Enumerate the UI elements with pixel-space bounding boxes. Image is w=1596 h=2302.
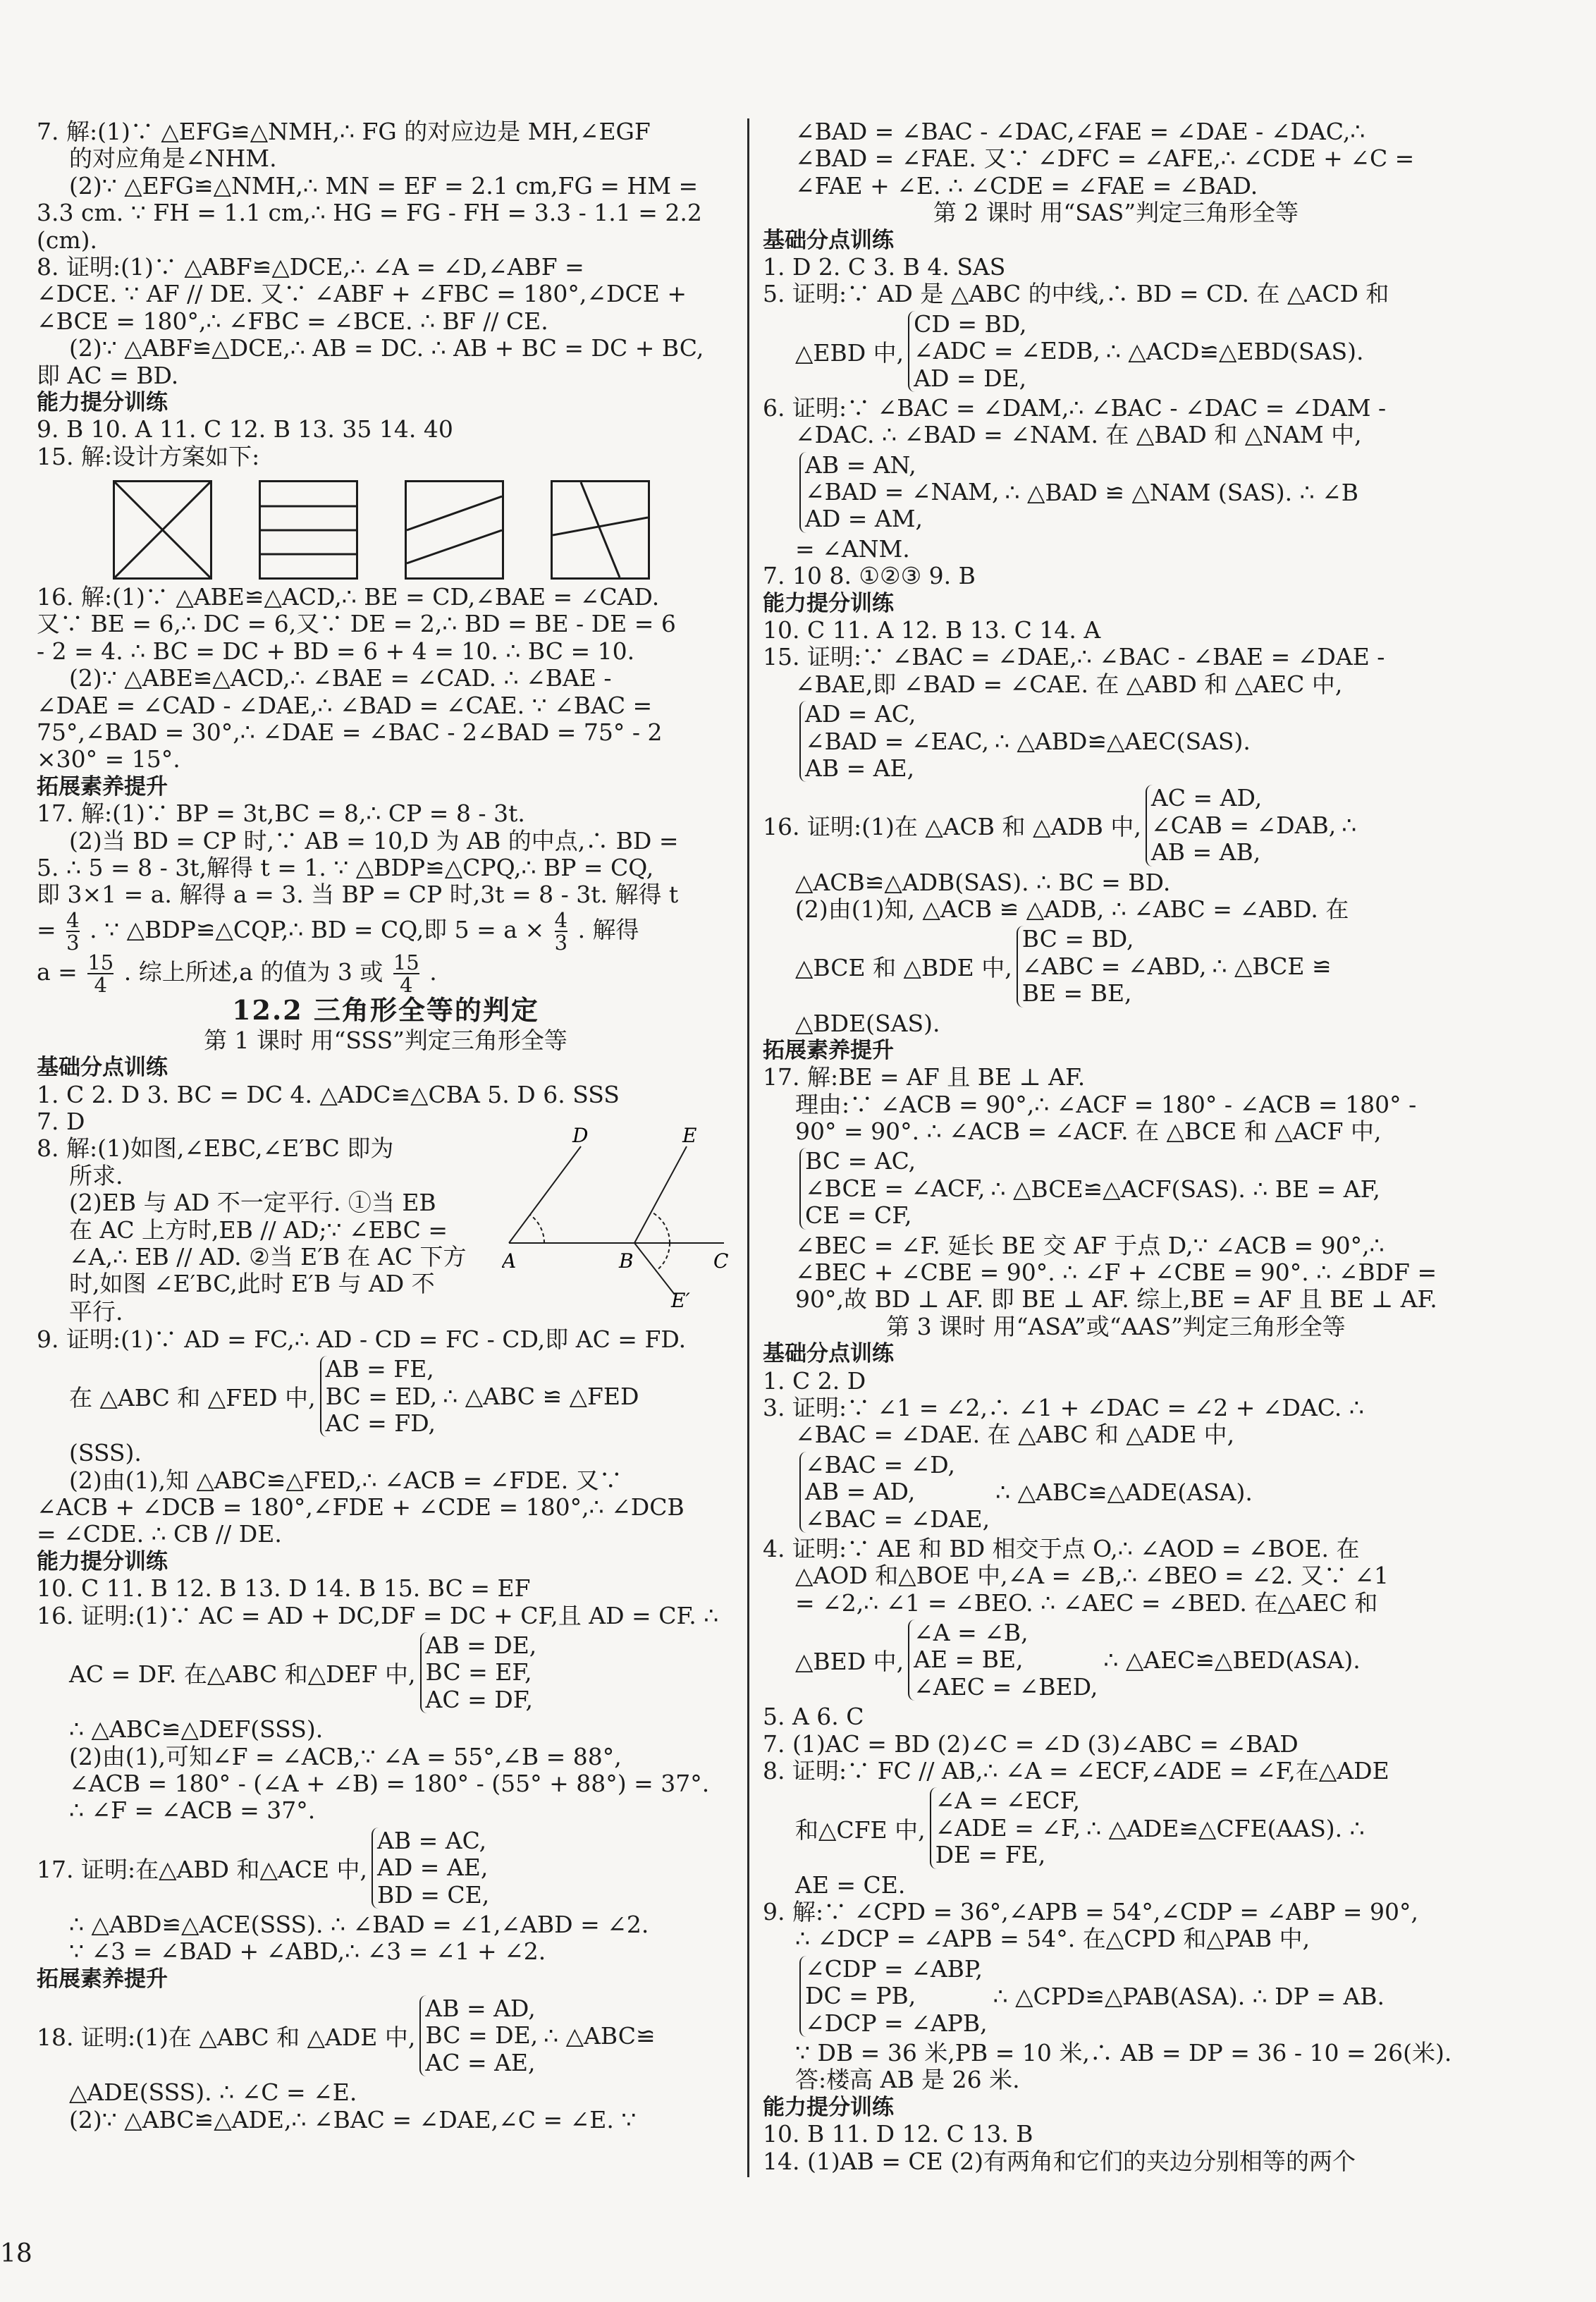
text-line: 所求. [69,1162,123,1189]
text-line: ∠ACB + ∠DCB = 180°,∠FDE + ∠CDE = 180°,∴ ∠DCB [37,1494,685,1522]
design-square-cross [551,480,650,580]
text-line: 的对应角是∠NHM. [69,145,277,173]
text-line: ∠DAE = ∠CAD - ∠DAE,∴ ∠BAD = ∠CAE. ∵ ∠BAC = [37,692,653,719]
fraction [555,910,567,951]
text: △EBD 中, [795,338,904,367]
page-number: 18 [0,2239,32,2268]
text-line: 又∵ BE = 6,∴ DC = 6,又∵ DE = 2,∴ BD = BE - DE = 6 [37,611,676,638]
answer-7 [37,118,735,254]
equation: ∠A = ∠ECF, [935,1787,1080,1815]
label-b: B [619,1249,634,1273]
answer-6: 6. 证明:∵ ∠BAC = ∠DAM,∴ ∠BAC - ∠DAC = ∠DAM - [763,394,1387,422]
lesson-title: 第 3 课时 用“ASA”或“AAS”判定三角形全等 [886,1313,1346,1340]
text-line: ∴ ∠DCP = ∠APB = 54°. 在△CPD 和△PAB 中, [795,1926,1310,1953]
text: ∴ △BAD ≌ △NAM (SAS). ∴ ∠B [1005,478,1359,506]
equation-system [763,926,1469,1007]
answer-7: 7. (1)AC = BD (2)∠C = ∠D (3)∠ABC = ∠BAD [763,1730,1299,1758]
answers-1-4: 1. D 2. C 3. B 4. SAS [763,253,1006,281]
brace [1017,926,1207,1007]
text-line: 5. ∴ 5 = 8 - 3t,解得 t = 1. ∵ △BDP≌△CPQ,∴ BP = CQ, [37,854,654,881]
label-e-prime: E′ [671,1289,690,1311]
equation-system [763,1787,1469,1868]
text-line: (2)EB 与 AD 不一定平行. ①当 EB [69,1189,436,1217]
text-line: 即 3×1 = a. 解得 a = 3. 当 BP = CP 时,3t = 8 - 3t. 解得 t [37,881,679,909]
text-line: ∠BAD = ∠FAE. 又∵ ∠DFC = ∠AFE,∴ ∠CDE + ∠C = [795,145,1415,173]
lesson-title: 第 2 课时 用“SAS”判定三角形全等 [933,200,1299,227]
answers-5-6: 5. A 6. C [763,1703,864,1731]
answers-10-15: 10. C 11. B 12. B 13. D 14. B 15. BC = EF [37,1575,531,1603]
text-line: (2)∵ △EFG≌△NMH,∴ MN = EF = 2.1 cm,FG = HM = [69,172,699,200]
denominator: 4 [94,972,107,993]
right-column [763,118,1469,2175]
equation: BD = CE, [377,1880,490,1909]
equation-system [763,311,1469,392]
text-line: 答:楼高 AB 是 26 米. [795,2067,1020,2094]
equation: BC = BD, [1021,925,1134,953]
text: 18. 证明:(1)在 △ABC 和 △ADE 中, [37,2024,416,2052]
equation: AC = AE, [425,2048,536,2076]
text-line: (2)由(1),可知∠F = ∠ACB,∵ ∠A = 55°,∠B = 88°, [69,1743,622,1770]
text: ∴ △ABC ≌ △FED [443,1383,639,1411]
left-column [37,118,735,2133]
brace [799,1148,985,1229]
section-heading: 基础分点训练 [763,227,894,253]
section-heading: 拓展素养提升 [37,773,168,800]
text-line: △BDE(SAS). [795,1010,940,1037]
text-line: ∠BEC = ∠F. 延长 BE 交 AF 于点 D,∵ ∠ACB = 90°,∴ [795,1232,1385,1259]
equation: AB = AC, [377,1826,487,1854]
text-line: (2)∵ △ABC≌△ADE,∴ ∠BAC = ∠DAE,∠C = ∠E. ∵ [69,2106,637,2133]
text: ∴ △ABC≌△ADE(ASA). [995,1478,1253,1506]
answer-16 [37,584,735,773]
text-line: 7. 解:(1)∵ △EFG≌△NMH,∴ FG 的对应边是 MH,∠EGF [37,118,651,145]
text: . 综上所述,a 的值为 3 或 [123,957,383,986]
equation: ∠BAD = ∠EAC, [805,727,989,755]
text: ∴ △AEC≌△BED(ASA). [1103,1646,1361,1675]
equation-system [763,1620,1469,1701]
denominator: 3 [66,930,80,951]
brace [320,1356,438,1437]
equation: AB = AN, [805,451,916,479]
text-line: 时,如图 ∠E′BC,此时 E′B 与 AD 不 [69,1271,435,1298]
text: ∴ △BCE≌△ACF(SAS). ∴ BE = AF, [990,1175,1380,1203]
text-line: = ∠CDE. ∴ CB // DE. [37,1521,282,1548]
equation: AC = AD, [1150,784,1263,812]
equation: AB = DE, [425,1631,537,1660]
equation: AD = AC, [805,700,916,728]
equation: BC = ED, [325,1382,438,1410]
equation-system [37,1995,735,2076]
brace [908,311,1100,392]
text-line: ∠A,∴ EB // AD. ②当 E′B 在 AC 下方 [69,1243,467,1271]
equation-system [763,452,1469,533]
design-square-stripes [259,480,358,580]
text-line: 17. 解:(1)∵ BP = 3t,BC = 8,∴ CP = 8 - 3t. [37,800,525,828]
column-divider [747,118,749,2177]
equation: BC = EF, [425,1658,532,1686]
text-line: AE = CE. [795,1871,906,1899]
design-square-slants [405,480,504,580]
answer-17: 17. 解:BE = AF 且 BE ⊥ AF. [763,1064,1086,1091]
text: 和△CFE 中, [795,1816,926,1844]
brace [420,1632,537,1713]
design-figures [113,480,735,580]
text-line: ∠BAC = ∠DAE. 在 △ABC 和 △ADE 中, [795,1421,1235,1449]
label-d: D [572,1127,589,1148]
text-line: 平行. [69,1299,123,1326]
text-line: 16. 解:(1)∵ △ABE≌△ACD,∴ BE = CD,∠BAE = ∠CAD. [37,584,660,611]
equation: AD = AE, [377,1854,489,1882]
equation: AB = AE, [805,754,915,782]
equation-system [763,701,1469,782]
text-line: 即 AC = BD. [37,362,179,389]
brace [1146,785,1336,866]
fraction [87,952,113,993]
text: ∴ △BCE ≌ [1212,953,1332,981]
section-heading: 能力提分训练 [763,590,894,616]
answer-17 [37,800,735,993]
text-line: ×30° = 15°. [37,746,180,773]
text-line: ∠FAE + ∠E. ∴ ∠CDE = ∠FAE = ∠BAD. [795,172,1258,200]
line-be [634,1146,687,1243]
section-title: 12.2 三角形全等的判定 [232,993,539,1026]
text-line: △ACB≌△ADB(SAS). ∴ BC = BD. [795,869,1171,896]
section-heading: 能力提分训练 [763,2094,894,2120]
answer-7: 7. D [37,1108,85,1135]
answers-1-2: 1. C 2. D [763,1367,866,1395]
equation: ∠BCE = ∠ACF, [805,1174,986,1202]
equation: DC = PB, [805,1982,916,2010]
label-a: A [502,1249,517,1273]
equation: CD = BD, [914,310,1027,338]
text: ∴ △ABD≌△AEC(SAS). [994,728,1251,756]
text: . 解得 [577,915,639,943]
numerator: 4 [66,908,80,932]
brace [930,1787,1081,1868]
geometry-figure [502,1127,735,1310]
answer-16b: 16. 证明:(1)∵ AC = AD + DC,DF = DC + CF,且 AD = CF. ∴ [37,1602,719,1629]
lesson-title: 第 1 课时 用“SSS”判定三角形全等 [204,1027,567,1054]
equation: ∠DCP = ∠APB, [805,2009,988,2037]
answers-1-6: 1. C 2. D 3. BC = DC 4. △ADC≌△CBA 5. D 6. SSS [37,1081,620,1108]
text-line: 8. 证明:(1)∵ △ABF≌△DCE,∴ ∠A = ∠D,∠ABF = [37,253,584,281]
answer-8-with-figure [37,1127,735,1311]
label-c: C [713,1249,729,1273]
equation-system [37,1632,735,1713]
equation: ∠A = ∠B, [914,1619,1029,1647]
section-heading: 拓展素养提升 [37,1966,168,1992]
answer-9: 9. 证明:(1)∵ AD = FC,∴ AD - CD = FC - CD,即 AC = FD. [37,1326,687,1353]
text: 16. 证明:(1)在 △ACB 和 △ADB 中, [763,813,1141,841]
equation: AB = FE, [325,1355,434,1383]
text: △BED 中, [795,1648,904,1676]
brace [799,452,999,533]
equation-system [37,1827,735,1909]
text-line: 90°,故 BD ⊥ AF. 即 BE ⊥ AF. 综上,BE = AF 且 BE ⊥ AF. [795,1286,1437,1314]
equation: DE = FE, [935,1841,1046,1869]
text: ∴ △CPD≌△PAB(ASA). ∴ DP = AB. [993,1982,1385,2010]
angle-arc-a [530,1215,544,1243]
text-line: 3.3 cm. ∵ FH = 1.1 cm,∴ HG = FG - FH = 3.3 - 1.1 = 2.2 [37,200,702,227]
text-line: = ∠ANM. [795,535,910,563]
text-line: △AOD 和△BOE 中,∠A = ∠B,∴ ∠BEO = ∠2. 又∵ ∠1 [795,1562,1389,1590]
equation: AE = BE, [914,1646,1024,1674]
section-heading: 能力提分训练 [37,389,168,415]
text: . [429,957,437,986]
equation: BE = BE, [1021,979,1132,1008]
equation: AC = DF, [425,1685,533,1713]
answers-7-9: 7. 10 8. ①②③ 9. B [763,563,976,590]
answer-4: 4. 证明:∵ AE 和 BD 相交于点 O,∴ ∠AOD = ∠BOE. 在 [763,1535,1360,1562]
text: a = [37,957,78,986]
equation: ∠BAC = ∠D, [805,1450,956,1478]
text: AC = DF. 在△ABC 和△DEF 中, [69,1660,416,1689]
answers-10-14: 10. C 11. A 12. B 13. C 14. A [763,617,1101,644]
answer-9: 9. 解:∵ ∠CPD = 36°,∠APB = 54°,∠CDP = ∠ABP = 90°, [763,1899,1419,1926]
angle-arc-b [651,1212,670,1243]
angle-arc-b2 [656,1243,670,1271]
text-line: ∴ △ABD≌△ACE(SSS). ∴ ∠BAD = ∠1,∠ABD = ∠2. [69,1911,649,1938]
answer-5: 5. 证明:∵ AD 是 △ABC 的中线,∴ BD = CD. 在 △ACD 和 [763,281,1389,308]
equation: AB = AD, [805,1478,916,1506]
text-line: 90° = 90°. ∴ ∠ACB = ∠ACF. 在 △BCE 和 △ACF 中, [795,1118,1382,1146]
text-line: ∵ ∠3 = ∠BAD + ∠ABD,∴ ∠3 = ∠1 + ∠2. [69,1938,546,1966]
equation-system [763,1956,1469,2037]
answers-9-14: 9. B 10. A 11. C 12. B 13. 35 14. 40 [37,416,453,443]
equation: ∠CAB = ∠DAB, [1150,811,1337,839]
design-square-diagonals [113,480,212,580]
text-line: (2)由(1)知, △ACB ≌ △ADB, ∴ ∠ABC = ∠ABD. 在 [795,895,1349,923]
text-line: 理由:∵ ∠ACB = 90°,∴ ∠ACF = 180° - ∠ACB = 180° - [795,1091,1417,1118]
text-line-fraction [37,951,735,993]
text-line: 在 AC 上方时,EB // AD;∵ ∠EBC = [69,1216,448,1244]
numerator: 4 [554,908,568,932]
brace [908,1620,1098,1701]
answer-15: 15. 证明:∵ ∠BAC = ∠DAE,∴ ∠BAC - ∠BAE = ∠DAE - [763,644,1385,671]
brace [372,1827,489,1909]
text: ∴ △ABC≌ [544,2022,656,2050]
equation-system [763,1452,1469,1533]
text-line: △ADE(SSS). ∴ ∠C = ∠E. [69,2079,357,2107]
text-line: ∴ ∠F = ∠ACB = 37°. [69,1797,316,1825]
text-line-fraction [37,909,735,951]
equation: ∠ADE = ∠F, [935,1813,1081,1842]
text-line: 75°,∠BAD = 30°,∴ ∠DAE = ∠BAC - 2∠BAD = 75° - 2 [37,719,663,747]
text-line: ∠DCE. ∵ AF // DE. 又∵ ∠ABF + ∠FBC = 180°,∠DCE + [37,281,687,308]
brace [799,1452,990,1533]
equation: ∠BAC = ∠DAE, [805,1505,990,1533]
equation: ∠ADC = ∠EDB, [914,337,1100,365]
equation: BC = AC, [805,1147,916,1175]
denominator: 4 [400,972,413,993]
answer-8: 8. 证明:∵ FC // AB,∴ ∠A = ∠ECF,∠ADE = ∠F,在△ADE [763,1758,1389,1785]
answer-3: 3. 证明:∵ ∠1 = ∠2,∴ ∠1 + ∠DAC = ∠2 + ∠DAC. ∴ [763,1394,1364,1421]
text-line: ∠BEC + ∠CBE = 90°. ∴ ∠F + ∠CBE = 90°. ∴ ∠BDF = [795,1259,1437,1287]
denominator: 3 [554,930,568,951]
text-line: (2)当 BD = CP 时,∵ AB = 10,D 为 AB 的中点,∴ BD = [69,827,679,855]
text-line: - 2 = 4. ∴ BC = DC + BD = 6 + 4 = 10. ∴ BC = 10. [37,637,635,665]
equation: AB = AD, [425,1995,536,2023]
equation-system [763,785,1469,866]
fraction [66,910,79,951]
text-line: ∠BAD = ∠BAC - ∠DAC,∠FAE = ∠DAE - ∠DAC,∴ [795,118,1365,145]
text-line: ∴ △ABC≌△DEF(SSS). [69,1716,324,1744]
brace [799,701,989,782]
text-line: (2)∵ △ABF≌△DCE,∴ AB = DC. ∴ AB + BC = DC + BC, [69,335,704,362]
text-line: (2)由(1),知 △ABC≌△FED,∴ ∠ACB = ∠FDE. 又∵ [69,1467,622,1494]
numerator: 15 [393,950,419,974]
label-e: E [682,1127,697,1148]
text-line: ∠DAC. ∴ ∠BAD = ∠NAM. 在 △BAD 和 △NAM 中, [795,422,1362,449]
section-heading: 能力提分训练 [37,1548,168,1574]
equation-system [37,1356,735,1437]
equation: BC = DE, [425,2021,539,2050]
equation: AD = DE, [914,364,1027,392]
section-heading: 基础分点训练 [37,1055,168,1081]
equation-system [763,1148,1469,1229]
equation: ∠ABC = ∠ABD, [1021,952,1207,980]
text-line: (SSS). [69,1440,142,1467]
answer-8 [37,254,735,389]
text: = [37,915,56,943]
equation: ∠CDP = ∠ABP, [805,1954,983,1983]
answer-15: 15. 解:设计方案如下: [37,443,260,470]
text: ∴ △ACD≌△EBD(SAS). [1105,337,1364,365]
brace [799,1956,988,2037]
fraction [393,952,419,993]
text-line: = ∠2,∴ ∠1 = ∠BEO. ∴ ∠AEC = ∠BED. 在△AEC 和 [795,1589,1378,1617]
equation: ∠BAD = ∠NAM, [805,478,1000,506]
text: . ∵ △BDP≌△CQP,∴ BD = CQ,即 5 = a × [90,915,545,943]
equation: AC = FD, [325,1409,436,1437]
answer-14: 14. (1)AB = CE (2)有两角和它们的夹边分别相等的两个 [763,2148,1356,2175]
text-line: ∵ DB = 36 米,PB = 10 米,∴ AB = DP = 36 - 10 = 26(米). [795,2039,1452,2067]
text-line: (cm). [37,226,98,254]
text: ∴ △ADE≌△CFE(AAS). ∴ [1086,1814,1365,1842]
text: ∴ [1342,812,1357,840]
text-line: 8. 解:(1)如图,∠EBC,∠E′BC 即为 [37,1135,394,1163]
answers-10-13: 10. B 11. D 12. C 13. B [763,2121,1033,2148]
brace [419,1995,538,2076]
numerator: 15 [87,950,114,974]
section-heading: 基础分点训练 [763,1341,894,1367]
equation: CE = CF, [805,1201,912,1230]
equation: ∠AEC = ∠BED, [914,1672,1098,1701]
equation: AD = AM, [805,505,923,533]
text-line: ∠BCE = 180°,∴ ∠FBC = ∠BCE. ∴ BF // CE. [37,307,548,335]
line-ad [509,1146,581,1243]
text-line: ∠BAE,即 ∠BAD = ∠CAE. 在 △ABD 和 △AEC 中, [795,671,1343,698]
equation: AB = AB, [1150,838,1261,867]
text-line: ∠ACB = 180° - (∠A + ∠B) = 180° - (55° + 88°) = 37°. [69,1770,710,1797]
text: 17. 证明:在△ABD 和△ACE 中, [37,1855,368,1883]
section-heading: 拓展素养提升 [763,1037,894,1063]
text: △BCE 和 △BDE 中, [795,954,1012,982]
text: 在 △ABC 和 △FED 中, [69,1384,316,1412]
text-line: (2)∵ △ABE≌△ACD,∴ ∠BAE = ∠CAD. ∴ ∠BAE - [69,665,612,692]
